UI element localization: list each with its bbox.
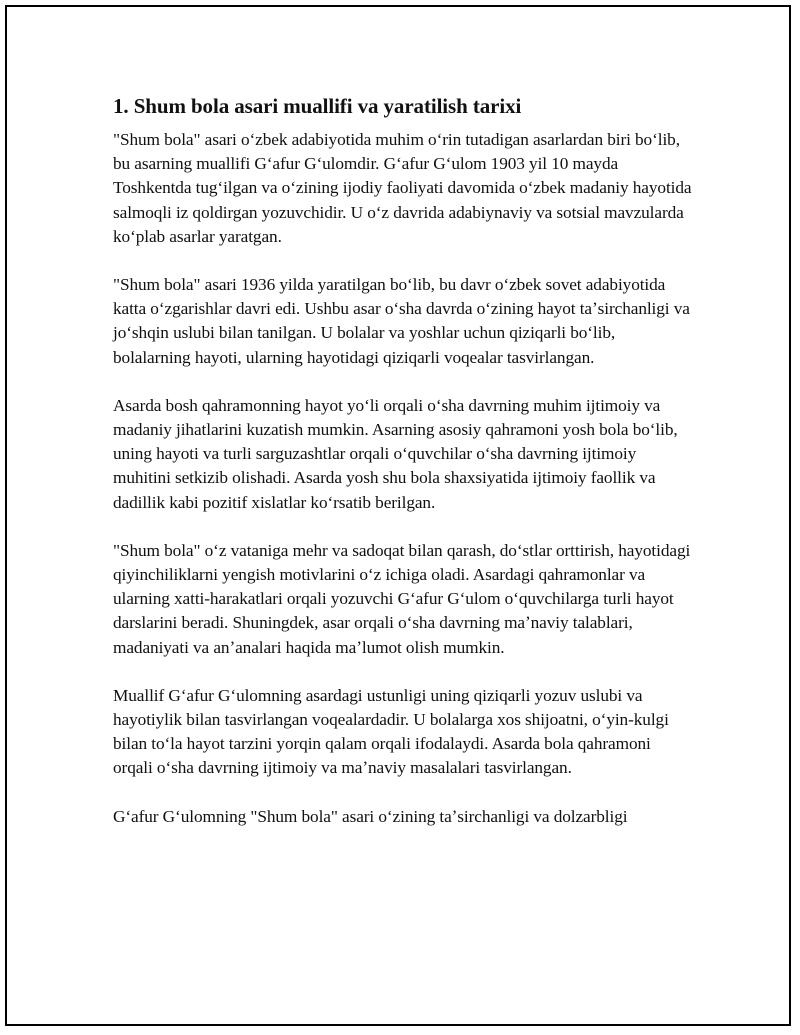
section-heading: 1. Shum bola asari muallifi va yaratilish tarixi — [113, 94, 522, 118]
paragraph-4: "Shum bola" oʻz vataniga mehr va sadoqat bilan qarash, doʻstlar orttirish, hayotidagi qiyinchiliklarni yengish motivlarini oʻz ichiga oladi. Asardagi qahramonlar va ularning xatti-harakatlari orqali yozuvchi Gʻafur Gʻulom oʻquvchilarga turli hayot darslarini beradi. Shuningdek, asar orqali oʻsha davrning maʼnaviy talablari, madaniyati va anʼanalari haqida maʼlumot olish mumkin. — [113, 540, 691, 657]
paragraph-1: "Shum bola" asari oʻzbek adabiyotida muhim oʻrin tutadigan asarlardan biri boʻlib, bu asarning muallifi Gʻafur Gʻulomdir. Gʻafur Gʻulom 1903 yil 10 mayda Toshkentda tugʻilgan va oʻzining ijodiy faoliyati davomida oʻzbek madaniy hayotida salmoqli iz qoldirgan yozuvchidir. U oʻz davrida adabiynaviy va sotsial mavzularda koʻplab asarlar yaratgan. — [113, 130, 692, 246]
paragraph-2: "Shum bola" asari 1936 yilda yaratilgan boʻlib, bu davr oʻzbek sovet adabiyotida katta oʻzgarishlar davri edi. Ushbu asar oʻsha davrda oʻzining hayot taʼsirchanligi va joʻshqin uslubi bilan tanilgan. U bolalar va yoshlar uchun qiziqarli boʻlib, bolalarning hayoti, ularning hayotidagi qiziqarli voqealar tasvirlangan. — [113, 275, 690, 367]
document-body — [113, 93, 693, 853]
paragraph-6: Gʻafur Gʻulomning "Shum bola" asari oʻzining taʼsirchanligi va dolzarbligi — [113, 806, 628, 826]
paragraph-3: Asarda bosh qahramonning hayot yoʻli orqali oʻsha davrning muhim ijtimoiy va madaniy jihatlarini kuzatish mumkin. Asarning asosiy qahramoni yosh bola boʻlib, uning hayoti va turli sarguzashtlar orqali oʻquvchilar oʻsha davrning ijtimoiy muhitini setkizib olishadi. Asarda yosh shu bola shaxsiyatida ijtimoiy faollik va dadillik kabi pozitif xislatlar koʻrsatib berilgan. — [113, 395, 678, 512]
paragraph-5: Muallif Gʻafur Gʻulomning asardagi ustunligi uning qiziqarli yozuv uslubi va hayotiylik bilan tasvirlangan voqealardadir. U bolalarga xos shijoatni, oʻyin-kulgi bilan toʻla hayot tarzini yorqin qalam orqali ifodalaydi. Asarda bola qahramoni orqali oʻsha davrning ijtimoiy va maʼnaviy masalalari tasvirlangan. — [113, 685, 669, 778]
